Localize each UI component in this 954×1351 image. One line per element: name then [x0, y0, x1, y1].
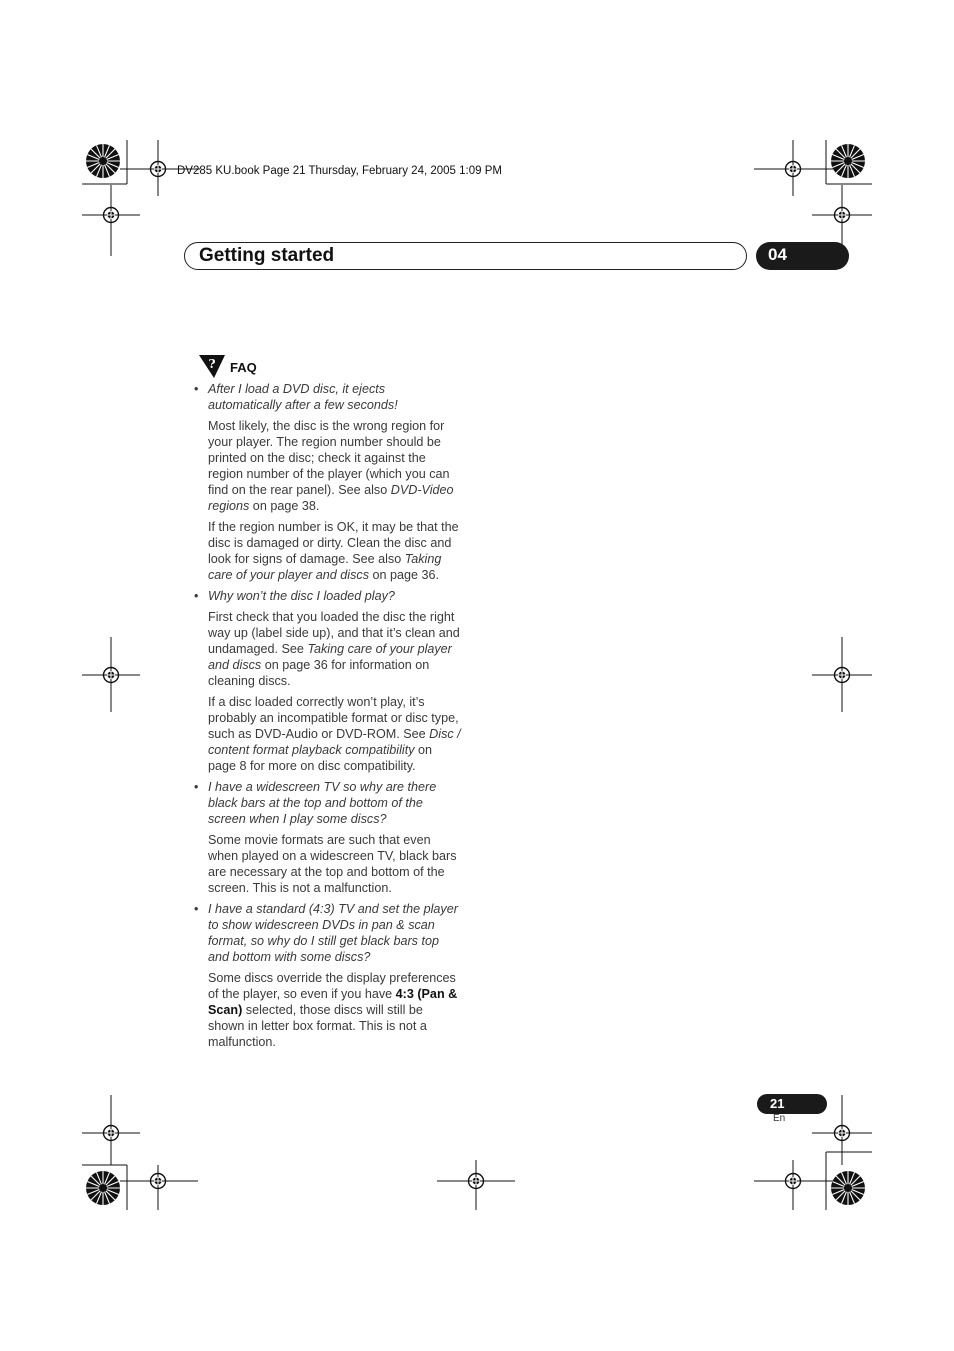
print-info-line: DV285 KU.book Page 21 Thursday, February 24, 2005 1:09 PM	[177, 165, 502, 177]
faq-question-text: I have a widescreen TV so why are there black bars at the top and bottom of the screen when I play some discs?	[208, 780, 437, 826]
faq-question	[194, 381, 462, 413]
cross-reference: Taking care of your player and discs	[208, 552, 442, 582]
faq-question-text: Why won’t the disc I loaded play?	[208, 589, 395, 603]
faq-question	[194, 901, 462, 965]
page-language: En	[773, 1113, 786, 1124]
bullet-icon: •	[194, 382, 199, 396]
setting-name: 4:3 (Pan & Scan)	[208, 987, 458, 1017]
faq-answer: Some discs override the display preferences of the player, so even if you have 4:3 (Pan & Scan) selected, those discs will still be shown in letter box format. This is not a malfunction.	[208, 971, 458, 1049]
faq-question	[194, 588, 462, 604]
faq-label: FAQ	[230, 360, 257, 375]
cross-reference: Taking care of your player and discs	[208, 642, 452, 672]
faq-answer: If a disc loaded correctly won’t play, it’s probably an incompatible format or disc type, such as DVD-Audio or DVD-ROM. See Disc / content format playback compatibility on page 8 for more on disc compatibility.	[208, 695, 461, 773]
faq-list	[194, 381, 462, 1055]
bullet-icon: •	[194, 902, 199, 916]
question-mark-icon	[198, 353, 226, 379]
chapter-number: 04	[768, 245, 787, 264]
bullet-icon: •	[194, 589, 199, 603]
faq-question-text: After I load a DVD disc, it ejects automatically after a few seconds!	[208, 382, 398, 412]
cross-reference: Disc / content format playback compatibility	[208, 727, 461, 757]
faq-answer: If the region number is OK, it may be that the disc is damaged or dirty. Clean the disc and look for signs of damage. See also Taking care of your player and discs on page 36.	[208, 520, 459, 582]
faq-answer: Some movie formats are such that even when played on a widescreen TV, black bars are necessary at the top and bottom of the screen. This is not a malfunction.	[208, 833, 457, 895]
chapter-title-box	[184, 242, 747, 270]
faq-answer: Most likely, the disc is the wrong region for your player. The region number should be printed on the disc; check it against the region number of the player (which you can find on the rear panel). See also DVD-Video regions on page 38.	[208, 419, 454, 513]
faq-question	[194, 779, 462, 827]
cross-reference: DVD-Video regions	[208, 483, 454, 513]
svg-text:?: ?	[208, 357, 216, 371]
faq-answer: First check that you loaded the disc the right way up (label side up), and that it’s clean and undamaged. See Taking care of your player and discs on page 36 for information on cleaning discs.	[208, 610, 460, 688]
bullet-icon: •	[194, 780, 199, 794]
page-number-box	[757, 1094, 827, 1114]
chapter-number-box	[756, 242, 849, 270]
faq-question-text: I have a standard (4:3) TV and set the player to show widescreen DVDs in pan & scan format, so why do I still get black bars top and bottom with some discs?	[208, 902, 458, 964]
chapter-title: Getting started	[199, 245, 335, 266]
page-number: 21	[770, 1096, 785, 1111]
